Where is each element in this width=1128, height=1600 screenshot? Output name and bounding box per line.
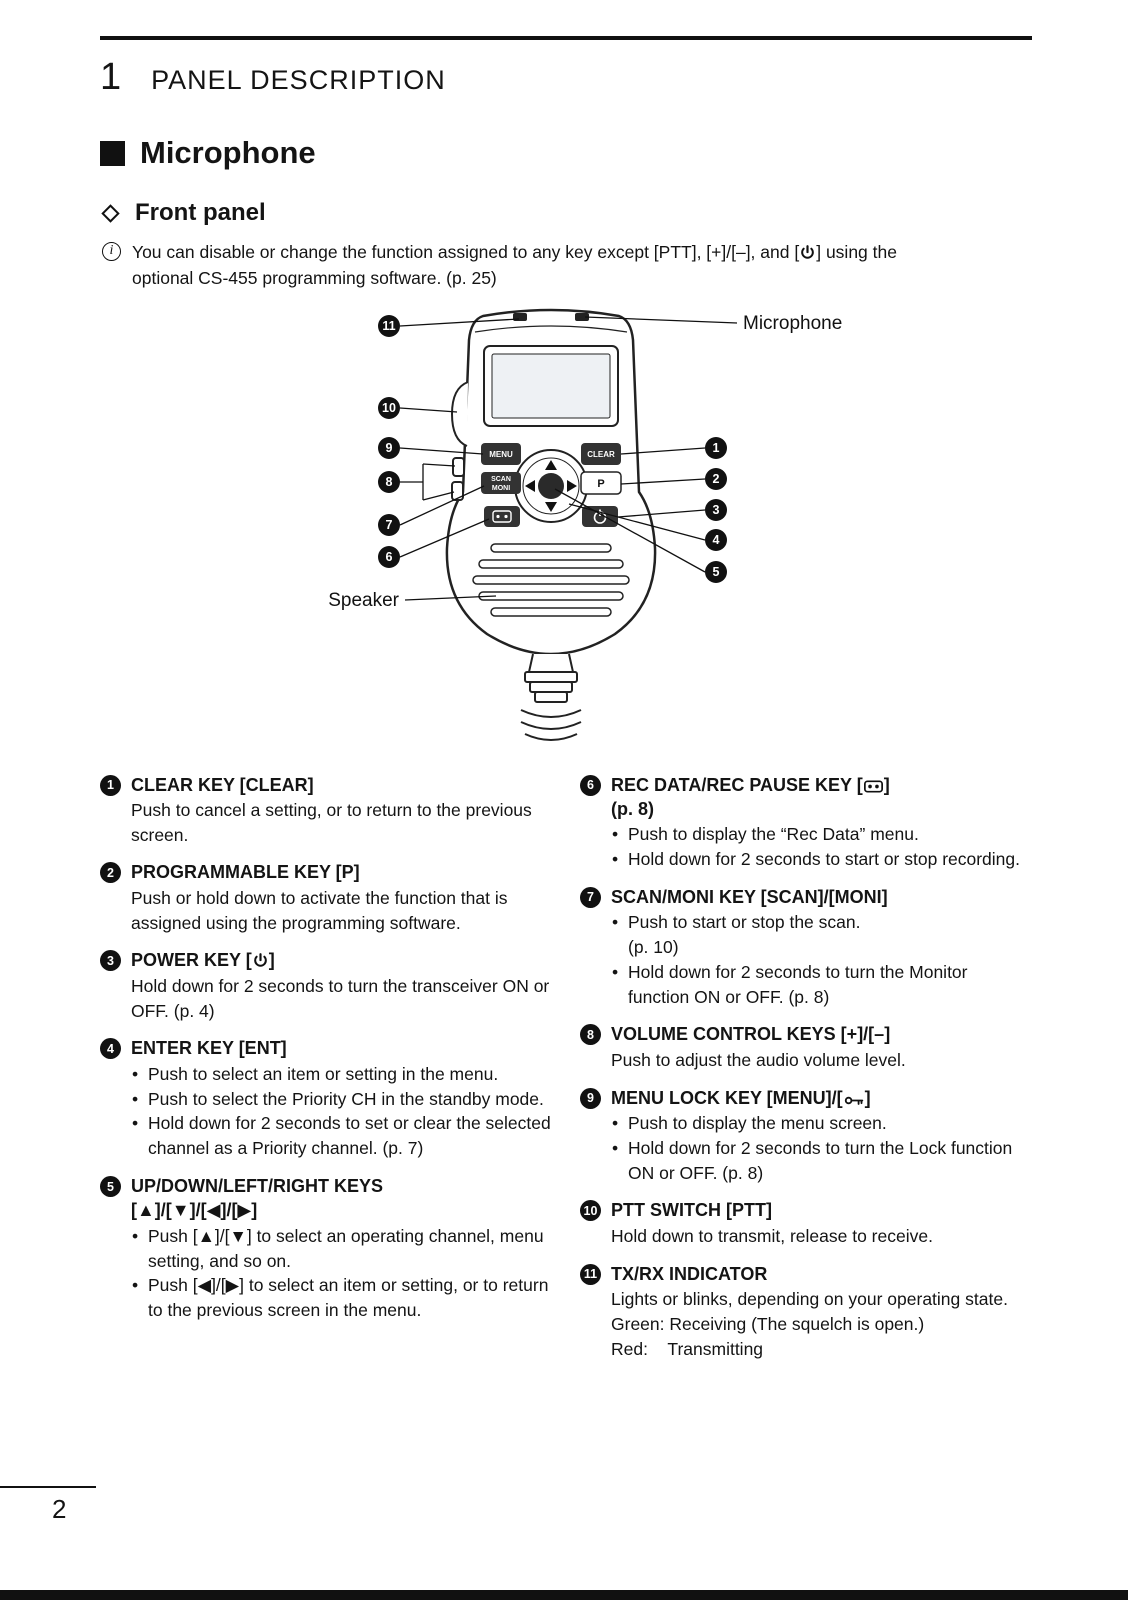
description-line: • Hold down for 2 seconds to turn the Monitor function ON or OFF. (p. 8) [611,960,1032,1010]
description-line: Lights or blinks, depending on your operating state. [611,1288,1008,1309]
description-item [100,773,552,848]
description-line: • Hold down for 2 seconds to set or clear the selected channel as a Priority channel. (p. 7) [131,1111,552,1161]
item-number-badge: 9 [580,1088,601,1109]
bottom-bar [0,1590,1128,1600]
description-line: (p. 10) [628,936,679,957]
ptt-switch [452,382,468,446]
description-item [580,1198,1032,1248]
callout-3: 3 [712,502,720,517]
power-icon [253,948,268,972]
scan-key-label: SCAN [491,475,511,483]
description-line: • Push [◀]/[▶] to select an item or setting, or to return to the previous screen in the menu. [131,1273,552,1323]
description-item [580,885,1032,1010]
item-title: CLEAR KEY [CLEAR] [131,774,314,795]
callout-2: 2 [712,471,720,486]
item-title: PROGRAMMABLE KEY [P] [131,862,360,883]
description-item [580,1262,1032,1362]
top-rule [100,36,1032,40]
description-line: • Push to display the “Rec Data” menu. [611,822,1032,847]
callout-6: 6 [385,549,393,564]
callout-9: 9 [385,440,393,455]
description-line: • Push to start or stop the scan. [611,910,1032,935]
description-item [580,1086,1032,1186]
left-column [100,773,552,1375]
speaker-label: Speaker [328,589,399,611]
microphone-drawing [447,310,655,740]
callout-8: 8 [385,474,393,489]
description-line: Red: Transmitting [611,1338,764,1359]
right-column [580,773,1032,1375]
item-title: REC DATA/REC PAUSE KEY [ ] (p. 8) [611,774,890,819]
item-number-badge: 11 [580,1264,601,1285]
description-line: Hold down for 2 seconds to turn the transceiver ON or OFF. (p. 4) [131,975,550,1021]
power-icon [800,239,815,265]
rec-key [484,506,520,527]
info-icon [102,242,121,261]
description-line: • Push to display the menu screen. [611,1111,1032,1136]
chapter-number: 1 [100,56,122,98]
page-number: 2 [52,1494,67,1524]
description-item [100,1036,552,1161]
item-number-badge: 4 [100,1038,121,1059]
item-title: UP/DOWN/LEFT/RIGHT KEYS [▲]/[▼]/[◀]/[▶] [131,1176,383,1221]
description-item [100,860,552,935]
diamond-marker-icon [101,204,119,222]
subsection-title-text: Front panel [135,199,266,226]
item-number-badge: 2 [100,862,121,883]
diagram-area [100,296,1032,761]
description-item [580,773,1032,872]
description-line: • Hold down for 2 seconds to start or stop recording. [611,847,1032,872]
description-item [100,1174,552,1323]
item-title: MENU LOCK KEY [MENU]/[ ] [611,1086,871,1110]
item-title: TX/RX INDICATOR [611,1263,768,1284]
description-line: Green: Receiving (The squelch is open.) [611,1313,925,1334]
description-line: Push to adjust the audio volume level. [611,1049,906,1070]
note [102,239,1032,292]
note-text-part1: You can disable or change the function assigned to any key except [PTT], [+]/[–], and [ [132,242,800,262]
item-title: VOLUME CONTROL KEYS [+]/[–] [611,1024,891,1045]
note-text [132,239,927,292]
item-title: PTT SWITCH [PTT] [611,1200,772,1221]
menu-key-label: MENU [489,449,513,459]
callout-11: 11 [382,318,396,333]
item-number-badge: 8 [580,1024,601,1045]
clear-key-label: CLEAR [587,449,615,459]
moni-key-label: MONI [491,484,511,492]
display-screen [492,354,610,418]
item-number-badge: 6 [580,775,601,796]
subsection-heading [100,199,1032,227]
description-line: Push or hold down to activate the function that is assigned using the programming software. [131,887,508,933]
square-marker-icon [100,141,125,166]
item-number-badge: 7 [580,887,601,908]
microphone-label: Microphone [743,312,843,334]
volume-up-key [453,458,464,476]
cable [521,654,581,740]
item-title: POWER KEY [ ] [131,948,275,972]
chapter-heading [100,56,1032,99]
section-heading [100,135,1032,171]
rec-icon [864,773,883,797]
item-number-badge: 1 [100,775,121,796]
item-number-badge: 3 [100,950,121,971]
ent-key [538,473,564,499]
description-item [580,1022,1032,1072]
description-line: Hold down to transmit, release to receive. [611,1225,933,1246]
description-line: • Push [▲]/[▼] to select an operating channel, menu setting, and so on. [131,1224,552,1274]
callout-5: 5 [712,564,720,579]
section-title-text: Microphone [140,135,316,170]
item-title: SCAN/MONI KEY [SCAN]/[MONI] [611,886,888,907]
p-key-label: P [597,477,605,490]
callout-10: 10 [382,400,396,415]
item-title: ENTER KEY [ENT] [131,1038,287,1059]
volume-down-key [452,482,463,500]
microphone-diagram [271,296,861,756]
footer-rule [0,1486,96,1488]
callout-7: 7 [385,517,393,532]
callout-1: 1 [712,440,720,455]
item-number-badge: 5 [100,1176,121,1197]
description-item [100,948,552,1023]
description-columns [100,773,1032,1375]
chapter-title: PANEL DESCRIPTION [151,65,446,95]
item-number-badge: 10 [580,1200,601,1221]
description-line: • Hold down for 2 seconds to turn the Lock function ON or OFF. (p. 8) [611,1136,1032,1186]
note-text-part2: ] using the optional CS-455 programming software. (p. 25) [132,242,897,289]
description-line: Push to cancel a setting, or to return to the previous screen. [131,799,532,845]
key-icon [844,1086,864,1110]
description-line: • Push to select an item or setting in the menu. [131,1062,552,1087]
description-line: • Push to select the Priority CH in the standby mode. [131,1087,552,1112]
callout-4: 4 [712,532,720,547]
